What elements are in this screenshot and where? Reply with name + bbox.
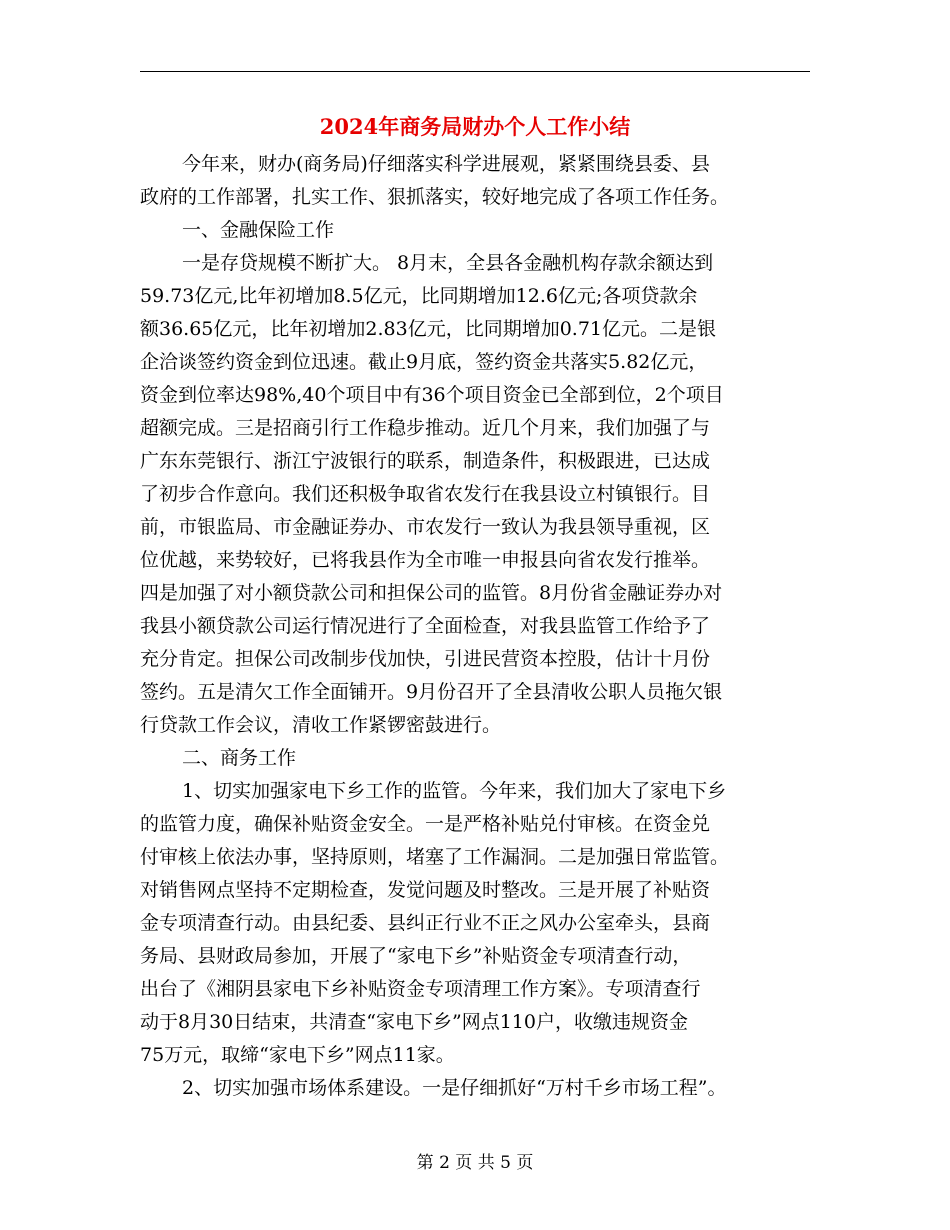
- body-line: 的监管力度，确保补贴资金安全。一是严格补贴兑付审核。在资金兑: [140, 813, 711, 835]
- body-line: 了初步合作意向。我们还积极争取省农发行在我县设立村镇银行。目: [140, 483, 711, 505]
- body-line: 2、切实加强市场体系建设。一是仔细抓好“万村千乡市场工程”。: [182, 1077, 727, 1099]
- document-title: 2024年商务局财办个人工作小结: [319, 114, 631, 139]
- body-line: 59.73亿元,比年初增加8.5亿元，比同期增加12.6亿元;各项贷款余: [140, 285, 698, 307]
- body-line: 政府的工作部署，扎实工作、狠抓落实，较好地完成了各项工作任务。: [140, 186, 730, 208]
- body-line: 金专项清查行动。由县纪委、县纠正行业不正之风办公室牵头，县商: [140, 912, 711, 934]
- body-line: 企洽谈签约资金到位迅速。截止9月底，签约资金共落实5.82亿元，: [140, 351, 708, 373]
- section-heading: 二、商务工作: [182, 747, 297, 769]
- body-line: 资金到位率达98%,40个项目中有36个项目资金已全部到位，2个项目: [140, 384, 724, 406]
- page-number: 第 2 页 共 5 页: [416, 1153, 534, 1173]
- body-line: 行贷款工作会议，清收工作紧锣密鼓进行。: [140, 714, 502, 736]
- document-body: [140, 148, 816, 1105]
- body-line: 对销售网点坚持不定期检查，发觉问题及时整改。三是开展了补贴资: [140, 879, 711, 901]
- body-line: 额36.65亿元，比年初增加2.83亿元，比同期增加0.71亿元。二是银: [140, 318, 717, 340]
- body-line: 前，市银监局、市金融证券办、市农发行一致认为我县领导重视，区: [140, 516, 711, 538]
- body-line: 签约。五是清欠工作全面铺开。9月份召开了全县清收公职人员拖欠银: [140, 681, 723, 703]
- body-line: 四是加强了对小额贷款公司和担保公司的监管。8月份省金融证券办对: [140, 582, 723, 604]
- body-line: 出台了《湘阴县家电下乡补贴资金专项清理工作方案》。专项清查行: [140, 978, 701, 1000]
- body-line: 1、切实加强家电下乡工作的监管。今年来，我们加大了家电下乡: [182, 780, 727, 802]
- body-line: 付审核上依法办事，坚持原则，堵塞了工作漏洞。二是加强日常监管。: [140, 846, 730, 868]
- section-heading: 一、金融保险工作: [182, 219, 335, 241]
- body-line: 广东东莞银行、浙江宁波银行的联系，制造条件，积极跟进，已达成: [140, 450, 711, 472]
- body-line: 一是存贷规模不断扩大。 8月末，全县各金融机构存款余额达到: [182, 252, 714, 274]
- body-line: 75万元，取缔“家电下乡”网点11家。: [140, 1044, 455, 1066]
- body-line: 充分肯定。担保公司改制步伐加快，引进民营资本控股，估计十月份: [140, 648, 711, 670]
- body-line: 位优越，来势较好，已将我县作为全市唯一申报县向省农发行推举。: [140, 549, 711, 571]
- body-line: 务局、县财政局参加，开展了“家电下乡”补贴资金专项清查行动，: [140, 945, 692, 967]
- body-line: 超额完成。三是招商引行工作稳步推动。近几个月来，我们加强了与: [140, 417, 711, 439]
- body-line: 今年来，财办(商务局)仔细落实科学进展观，紧紧围绕县委、县: [182, 153, 710, 175]
- body-line: 我县小额贷款公司运行情况进行了全面检查，对我县监管工作给予了: [140, 615, 711, 637]
- header-rule: [140, 71, 810, 72]
- body-line: 动于8月30日结束，共清查“家电下乡”网点110户，收缴违规资金: [140, 1011, 688, 1033]
